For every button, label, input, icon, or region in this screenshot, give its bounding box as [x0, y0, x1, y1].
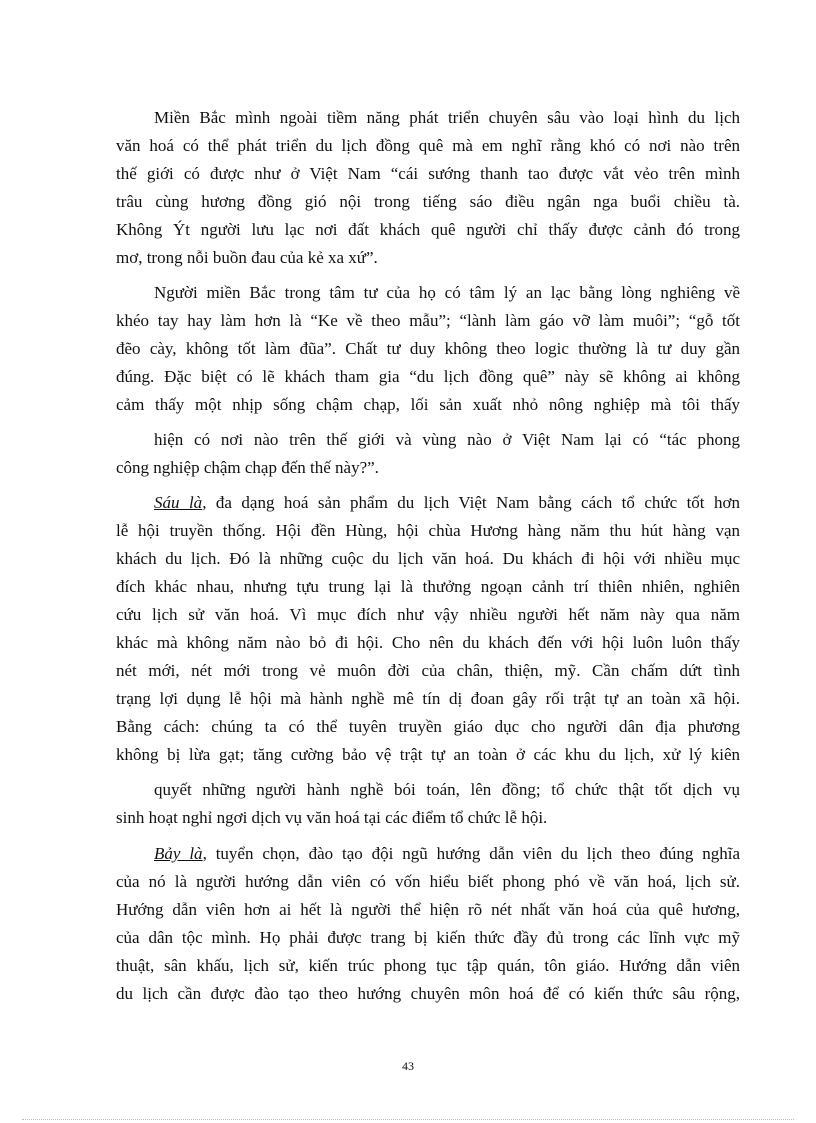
text-line: nét mới, nét mới trong vẻ muôn đời của chân, thiện, mỹ. Cần chấm dứt tình: [116, 661, 740, 680]
text-line: hiện có nơi nào trên thế giới và vùng nào ở Việt Nam lại có “tác phong: [154, 430, 740, 449]
text-line: Hướng dẫn viên hơn ai hết là người thể hiện rõ nét nhất văn hoá của quê hương,: [116, 900, 740, 919]
text-line: thế giới có được như ở Việt Nam “cái sướng thanh tao được vắt vẻo trên mình: [116, 164, 740, 183]
text-line: khéo tay hay làm hơn là “Ke về theo mẫu”; “lành làm gáo vỡ làm muôi”; “gỗ tốt: [116, 311, 740, 330]
text-line: đích khác nhau, nhưng tựu trung lại là thưởng ngoạn cảnh trí thiên nhiên, nghiên: [116, 577, 740, 596]
text-line: không bị lừa gạt; tăng cường bảo vệ trật tự an toàn ở các khu du lịch, xử lý kiên: [116, 745, 740, 764]
text-fragment: , đa dạng hoá sản phẩm du lịch Việt Nam bằng cách tổ chức tốt hơn: [202, 493, 740, 512]
page-number: 43: [402, 1059, 414, 1073]
text-line: [116, 489, 740, 517]
text-line: quyết những người hành nghề bói toán, lên đồng; tổ chức thật tốt dịch vụ: [154, 780, 740, 799]
page-bottom-divider: [22, 1119, 794, 1120]
text-line: Không Ýt người lưu lạc nơi đất khách quê người chỉ thấy được cảnh đó trong: [116, 220, 740, 239]
section-lead-sau-la: Sáu là: [154, 493, 203, 512]
text-line: thuật, sân khấu, lịch sử, kiến trúc phong tục tập quán, tôn giáo. Hướng dẫn viên: [116, 956, 740, 975]
paragraph-2: [116, 279, 740, 419]
text-line: Người miền Bắc trong tâm tư của họ có tâm lý an lạc bằng lòng nghiêng về: [154, 283, 740, 302]
text-line: của nó là người hướng dẫn viên có vốn hiểu biết phong phó về văn hoá, lịch sử.: [116, 872, 740, 891]
text-line: đẽo cày, không tốt làm đũa”. Chất tư duy không theo logic thường là tư duy gần: [116, 339, 740, 358]
text-line: du lịch cần được đào tạo theo hướng chuyên môn hoá để có kiến thức sâu rộng,: [116, 984, 740, 1003]
paragraph-6: [116, 840, 740, 1008]
text-line: lễ hội truyền thống. Hội đền Hùng, hội chùa Hương hàng năm thu hút hàng vạn: [116, 521, 740, 540]
text-line: khách du lịch. Đó là những cuộc du lịch văn hoá. Du khách đi hội với nhiều mục: [116, 549, 740, 568]
section-lead-bay-la: Bảy là: [154, 844, 203, 863]
text-line: Bằng cách: chúng ta có thể tuyên truyền giáo dục cho người dân địa phương: [116, 717, 740, 736]
text-line: của dân tộc mình. Họ phải được trang bị kiến thức đầy đủ trong các lĩnh vực mỹ: [116, 928, 740, 947]
text-line: đúng. Đặc biệt có lẽ khách tham gia “du lịch đồng quê” này sẽ không ai không: [116, 367, 740, 386]
text-line: công nghiệp chậm chạp đến thế này?”.: [116, 458, 379, 477]
text-line: trâu cùng hương đồng gió nội trong tiếng sáo điều ngân nga buổi chiều tà.: [116, 192, 740, 211]
text-line: sinh hoạt nghỉ ngơi dịch vụ văn hoá tại các điểm tổ chức lễ hội.: [116, 808, 548, 827]
paragraph-3: [116, 426, 740, 482]
paragraph-1: [116, 104, 740, 272]
text-line: trạng lợi dụng lễ hội mà hành nghề mê tín dị đoan gây rối trật tự an toàn xã hội.: [116, 689, 740, 708]
text-line: Miền Bắc mình ngoài tiềm năng phát triển chuyên sâu vào loại hình du lịch: [154, 108, 740, 127]
text-line: cảm thấy một nhịp sống chậm chạp, lối sản xuất nhỏ nông nghiệp mà tôi thấy: [116, 395, 740, 414]
text-line: cứu lịch sử văn hoá. Vì mục đích như vậy nhiều người hết năm này qua năm: [116, 605, 740, 624]
text-line: văn hoá có thể phát triển du lịch đồng quê mà em nghĩ rằng khó có nơi nào trên: [116, 136, 740, 155]
text-line: khác mà không năm nào bỏ đi hội. Cho nên du khách đến với hội luôn luôn thấy: [116, 633, 740, 652]
paragraph-4: [116, 489, 740, 769]
text-line: mơ, trong nỗi buồn đau của kẻ xa xứ”.: [116, 248, 378, 267]
text-fragment: , tuyển chọn, đào tạo đội ngũ hướng dẫn viên du lịch theo đúng nghĩa: [202, 844, 741, 863]
text-line: [116, 840, 740, 868]
paragraph-5: [116, 776, 740, 832]
